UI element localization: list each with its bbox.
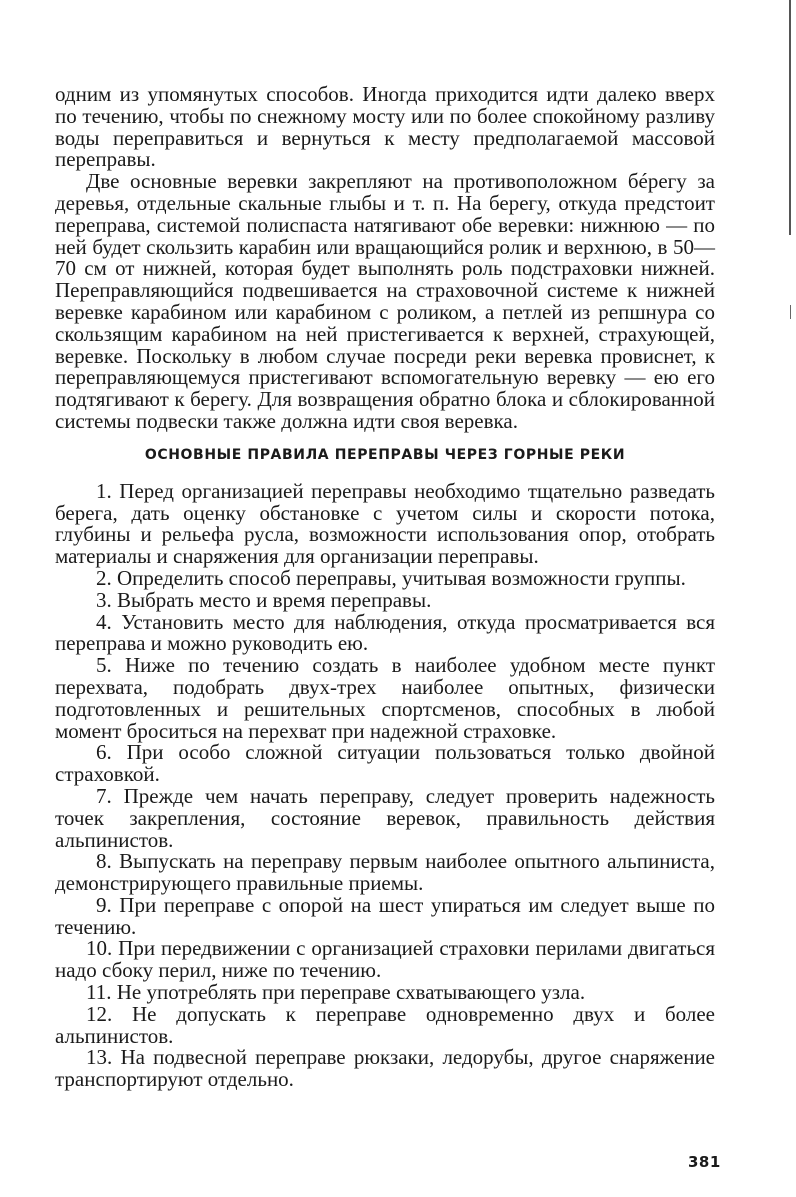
section-heading: ОСНОВНЫЕ ПРАВИЛА ПЕРЕПРАВЫ ЧЕРЕЗ ГОРНЫЕ РЕКИ [144,446,626,463]
paragraph-ropes: Две основные веревки закрепляют на противоположном бéрегу за деревья, отдельные скальные глыбы и т. п. На берегу, откуда предстоит переправа, системой полиспаста натягивают обе веревки: нижнюю — по ней будет скользить карабин или вращающийся ролик и верхнюю, в 50—70 см от нижней, которая будет выполнять роль подстраховки нижней. Переправляющийся подвешивается на страховочной системе к нижней веревке карабином или карабином с роликом, а петлей из репшнура со скользящим карабином на ней пристегивается к верхней, страхующей, веревке. Поскольку в любом случае посреди реки веревка провиснет, к переправляющемуся пристегивают вспомогательную веревку — ею его подтягивают к берегу. Для возвращения обратно блока и сблокированной системы подвески также должна идти своя веревка. [55,169,715,433]
page-body [55,84,715,1091]
rule-item-10: 10. При передвижении с организацией страховки перилами двигаться надо сбоку перил, ниже по течению. [55,936,715,983]
rule-item-4: 4. Установить место для наблюдения, откуда просматривается вся переправа и можно руководить ею. [55,609,715,656]
paragraph-continuation: одним из упомянутых способов. Иногда приходится идти далеко вверх по течению, чтобы по снежному мосту или по более спокойному разливу воды переправиться и вернуться к месту предполагаемой массовой переправы. [55,82,715,172]
rule-item-6: 6. При особо сложной ситуации пользоваться только двойной страховкой. [55,740,715,787]
rule-item-1: 1. Перед организацией переправы необходимо тщательно разведать берега, дать оценку обстановке с учетом силы и скорости потока, глубины и рельефа русла, возможности использования опор, отобрать материалы и снаряжения для организации переправы. [55,478,715,569]
page-edge-mark [790,305,791,319]
rule-item-12: 12. Не допускать к переправе одновременно двух и более альпинистов. [55,1001,715,1048]
rule-item-11: 11. Не употреблять при переправе схватывающего узла. [86,980,586,1005]
rule-item-5: 5. Ниже по течению создать в наиболее удобном месте пункт перехвата, подобрать двух-трех наиболее опытных, физически подготовленных и решительных спортсменов, способных в любой момент броситься на перехват при надежной страховке. [55,653,715,743]
rule-item-13: 13. На подвесной переправе рюкзаки, ледорубы, другое снаряжение транспортируют отдельно. [55,1045,715,1092]
page-edge-line [789,0,791,235]
rule-item-9: 9. При переправе с опорой на шест упираться им следует выше по течению. [55,892,715,939]
rule-item-8: 8. Выпускать на переправу первым наиболее опытного альпиниста, демонстрирующего правильные приемы. [55,849,715,896]
rule-item-7: 7. Прежде чем начать переправу, следует проверить надежность точек закрепления, состояние веревок, правильность действия альпинистов. [55,783,715,852]
rules-list [55,478,715,1092]
rule-item-2: 2. Определить способ переправы, учитывая возможности группы. [96,565,686,590]
page-number: 381 [688,1153,721,1171]
rule-item-3: 3. Выбрать место и время переправы. [96,587,432,612]
